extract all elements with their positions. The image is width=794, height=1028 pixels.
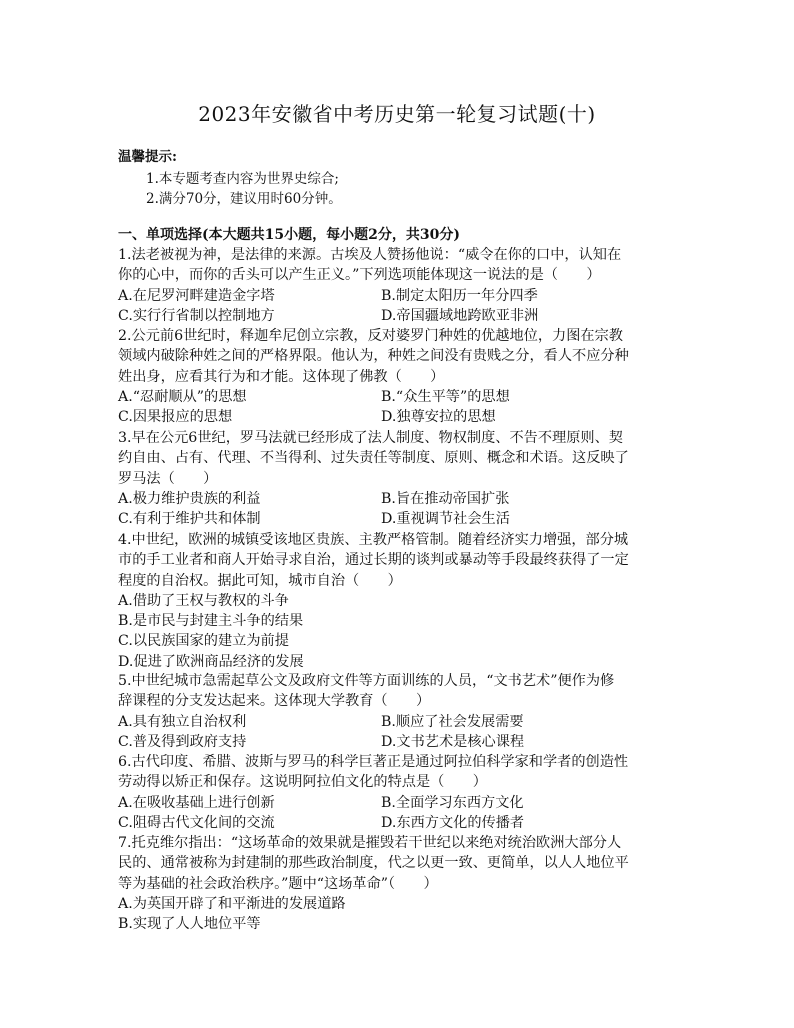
option-a: A.极力维护贵族的利益 (118, 490, 261, 507)
option-b: B.是市民与封建主斗争的结果 (118, 613, 304, 630)
question-4 (118, 530, 684, 672)
question-text-line: 辞课程的分支发达起来。这体现大学教育（ ） (118, 693, 431, 710)
option-b: B.全面学习东西方文化 (381, 794, 524, 811)
question-text-line: 你的心中，而你的舌头可以产生正义。”下列选项能体现这一说法的是（ ） (118, 267, 601, 284)
tips-heading: 温馨提示: (118, 149, 177, 165)
option-c: C.有利于维护共和体制 (118, 511, 261, 528)
question-text-line: 劳动得以矫正和保存。这说明阿拉伯文化的特点是（ ） (118, 774, 487, 791)
question-text-line: 等为基础的社会政治秩序。”题中“这场革命”（ ） (118, 875, 438, 892)
option-d: D.促进了欧洲商品经济的发展 (118, 653, 304, 670)
question-text-line: 程度的自治权。据此可知，城市自治（ ） (118, 572, 402, 589)
option-c: C.阻碍古代文化间的交流 (118, 814, 275, 831)
section-title: 一、单项选择(本大题共15小题，每小题2分，共30分) (118, 227, 460, 243)
question-text-line: 4.中世纪，欧洲的城镇受该地区贵族、主教严格管制。随着经济实力增强，部分城 (118, 532, 629, 548)
question-6 (118, 752, 684, 833)
tip-item: 2.满分70分，建议用时60分钟。 (146, 191, 342, 207)
question-text-line: 2.公元前6世纪时，释迦牟尼创立宗教，反对婆罗门种姓的优越地位，力图在宗教 (118, 328, 623, 344)
option-b: B.制定太阳历一年分四季 (381, 287, 538, 304)
question-text-line: 民的、通常被称为封建制的那些政治制度，代之以更一致、更简单，以人人地位平 (118, 855, 629, 872)
option-a: A.“忍耐顺从”的思想 (118, 388, 247, 405)
option-d: D.帝国疆域地跨欧亚非洲 (381, 307, 539, 324)
option-b: B.实现了人人地位平等 (118, 916, 261, 933)
question-2 (118, 326, 684, 427)
option-c: C.普及得到政府支持 (118, 733, 247, 750)
option-d: D.文书艺术是核心课程 (381, 733, 525, 750)
option-c: C.实行行省制以控制地方 (118, 307, 275, 324)
option-a: A.在吸收基础上进行创新 (118, 794, 275, 811)
question-7 (118, 833, 684, 934)
option-d: D.独尊安拉的思想 (381, 409, 496, 426)
question-text-line: 1.法老被视为神，是法律的来源。古埃及人赞扬他说：“威令在你的口中，认知在 (118, 247, 622, 263)
question-text-line: 6.古代印度、希腊、波斯与罗马的科学巨著正是通过阿拉伯科学家和学者的创造性 (118, 754, 629, 770)
option-b: B.旨在推动帝国扩张 (381, 490, 510, 507)
option-d: D.重视调节社会生活 (381, 511, 510, 528)
option-b: B.“众生平等”的思想 (381, 388, 510, 405)
question-3 (118, 428, 684, 529)
question-5 (118, 671, 684, 752)
option-c: C.以民族国家的建立为前提 (118, 633, 289, 650)
page-title: 2023年安徽省中考历史第一轮复习试题(十) (198, 102, 596, 126)
option-b: B.顺应了社会发展需要 (381, 713, 524, 730)
option-a: A.具有独立自治权利 (118, 713, 247, 730)
question-text-line: 市的手工业者和商人开始寻求自治，通过长期的谈判或暴动等手段最终获得了一定 (118, 552, 629, 569)
question-text-line: 领域内破除种姓之间的严格界限。他认为，种姓之间没有贵贱之分，看人不应分种 (118, 348, 629, 365)
option-a: A.借助了王权与教权的斗争 (118, 592, 289, 609)
question-text-line: 约自由、占有、代理、不当得利、过失责任等制度、原则、概念和术语。这反映了 (118, 450, 629, 467)
option-a: A.在尼罗河畔建造金字塔 (118, 287, 275, 304)
option-a: A.为英国开辟了和平渐进的发展道路 (118, 895, 346, 912)
question-text-line: 罗马法（ ） (118, 470, 218, 487)
option-d: D.东西方文化的传播者 (381, 814, 525, 831)
question-text-line: 3.早在公元6世纪，罗马法就已经形成了法人制度、物权制度、不告不理原则、契 (118, 430, 623, 446)
question-text-line: 姓出身，应看其行为和才能。这体现了佛教（ ） (118, 368, 445, 385)
question-1 (118, 245, 684, 326)
tip-item: 1.本专题考查内容为世界史综合; (146, 171, 339, 187)
option-c: C.因果报应的思想 (118, 409, 233, 426)
question-text-line: 7.托克维尔指出：“这场革命的效果就是摧毁若干世纪以来绝对统治欧洲大部分人 (118, 835, 622, 851)
question-text-line: 5.中世纪城市急需起草公文及政府文件等方面训练的人员，“文书艺术”便作为修 (118, 673, 615, 689)
